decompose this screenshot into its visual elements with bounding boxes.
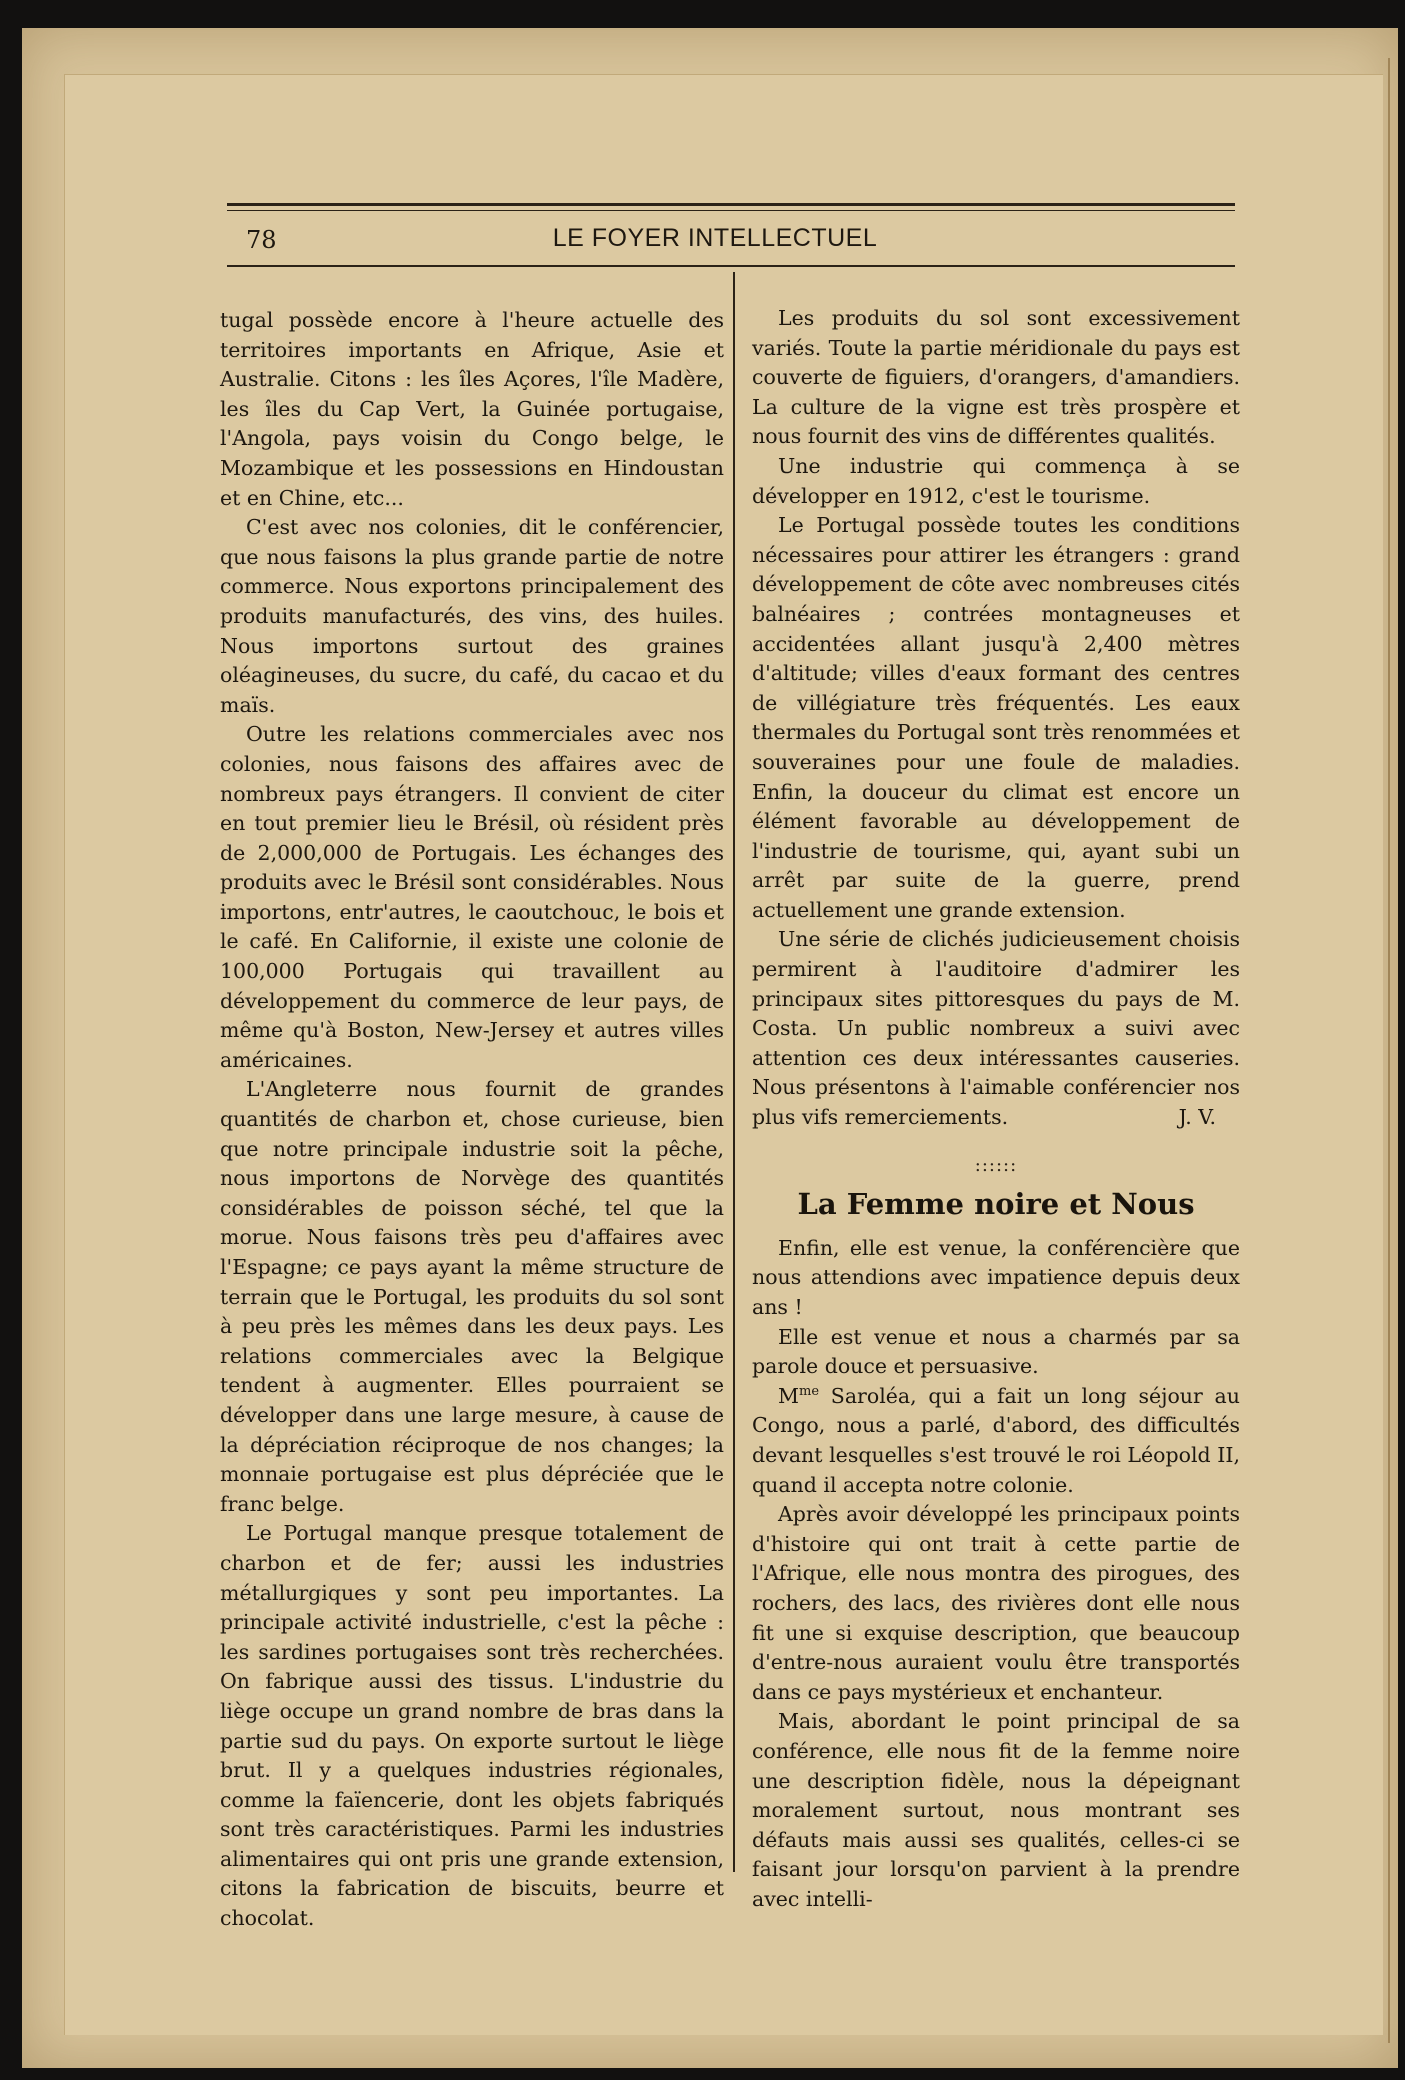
- paragraph: Les produits du sol sont excessivement variés. Toute la partie méridionale du pays est couverte de figuiers, d'orangers, d'amandiers. La culture de la vigne est très prospère et nous fournit des vins de différentes qualités.: [752, 306, 1240, 449]
- paragraph: tugal possède encore à l'heure actuelle des territoires importants en Afrique, Asie et Australie. Citons : les îles Açores, l'île Madère, les îles du Cap Vert, la Guinée portugaise, l'Angola, pays voisin du Congo belge, le Mozambique et les possessions en Hindoustan et en Chine, etc...: [220, 308, 724, 510]
- section-ornament: ::::::: [974, 1154, 1018, 1176]
- left-column: [220, 306, 724, 1934]
- paragraph-with-signature: [752, 925, 1240, 1132]
- paragraph: Une industrie qui commença à se développer en 1912, c'est le tourisme.: [752, 453, 1240, 508]
- paragraph: [752, 1382, 1240, 1500]
- signature: J. V.: [1178, 1105, 1216, 1130]
- paragraph-text: Saroléa, qui a fait un long séjour au Congo, nous a parlé, d'abord, des difficultés devant lesquelles s'est trouvé le roi Léopold II, quand il accepta notre colonie.: [752, 1383, 1240, 1497]
- right-column: [752, 304, 1240, 1914]
- running-title: LE FOYER INTELLECTUEL: [552, 224, 878, 252]
- paragraph: Elle est venue et nous a charmés par sa parole douce et persuasive.: [752, 1324, 1240, 1379]
- header-rule: [227, 265, 1235, 267]
- paragraph: Outre les relations commerciales avec nos colonies, nous faisons des affaires avec de nombreux pays étrangers. Il convient de citer en tout premier lieu le Brésil, où résident près de 2,000,000 de Portugais. Les échanges des produits avec le Brésil sont considérables. Nous importons, entr'autres, le caoutchouc, le bois et le café. En Californie, il existe une colonie de 100,000 Portugais qui travaillent au développement du commerce de leur pays, de même qu'à Boston, New-Jersey et autres villes américaines.: [220, 722, 724, 1072]
- paragraph: Mais, abordant le point principal de sa conférence, elle nous fit de la femme noire une description fidèle, nous la dépeignant moralement surtout, nous montrant ses défauts mais aussi ses qualités, celles-ci se faisant jour lorsqu'on parvient à la prendre avec intelli-: [752, 1709, 1240, 1911]
- paragraph: Le Portugal manque presque totalement de charbon et de fer; aussi les industries métallurgiques y sont peu importantes. La principale activité industrielle, c'est la pêche : les sardines portugaises sont très recherchées. On fabrique aussi des tissus. L'industrie du liège occupe un grand nombre de bras dans la partie sud du pays. On exporte surtout le liège brut. Il y a quelques industries régionales, comme la faïencerie, dont les objets fabriqués sont très caractéristiques. Parmi les industries alimentaires qui ont pris une grande extension, citons la fabrication de biscuits, beurre et chocolat.: [220, 1521, 724, 1931]
- header-double-rule: [227, 203, 1235, 211]
- paragraph: Enfin, elle est venue, la conférencière que nous attendions avec impatience depuis deux ans !: [752, 1235, 1240, 1319]
- paragraph: L'Angleterre nous fournit de grandes quantités de charbon et, chose curieuse, bien que notre principale industrie soit la pêche, nous importons de Norvège des quantités considérables de poisson séché, tel que la morue. Nous faisons très peu d'affaires avec l'Espagne; ce pays ayant la même structure de terrain que le Portugal, les produits du sol sont à peu près les mêmes dans les deux pays. Les relations commerciales avec la Belgique tendent à augmenter. Elles pourraient se développer dans une large mesure, à cause de la dépréciation réciproque de nos changes; la monnaie portugaise est plus dépréciée que le franc belge.: [220, 1077, 724, 1516]
- honorific: M: [778, 1383, 799, 1408]
- article-title: La Femme noire et Nous: [797, 1187, 1195, 1222]
- article-body: [752, 1234, 1240, 1915]
- paragraph: Le Portugal possède toutes les conditions nécessaires pour attirer les étrangers : grand développement de côte avec nombreuses cités balnéaires ; contrées montagneuses et accidentées allant jusqu'à 2,400 mètres d'altitude; villes d'eaux formant des centres de villégiature très fréquentés. Les eaux thermales du Portugal sont très renommées et souveraines pour une foule de maladies. Enfin, la douceur du climat est encore un élément favorable au développement de l'industrie de tourisme, qui, ayant subi un arrêt par suite de la guerre, prend actuellement une grande extension.: [752, 513, 1240, 922]
- paragraph: C'est avec nos colonies, dit le conférencier, que nous faisons la plus grande partie de notre commerce. Nous exportons principalement des produits manufacturés, des vins, des huiles. Nous importons surtout des graines oléagineuses, du sucre, du café, du cacao et du maïs.: [220, 515, 724, 717]
- column-divider: [733, 272, 735, 1872]
- page-number: 78: [246, 226, 277, 254]
- honorific-superscript: me: [799, 1383, 820, 1399]
- page-edge: [1388, 58, 1390, 2043]
- paragraph-text: Une série de clichés judicieusement choisis permirent à l'auditoire d'admirer les principaux sites pittoresques du pays de M. Costa. Un public nombreux a suivi avec attention ces deux intéressantes causeries. Nous présentons à l'aimable conférencier nos plus vifs remerciements.: [752, 927, 1240, 1130]
- paragraph: Après avoir développé les principaux points d'histoire qui ont trait à cette partie de l'Afrique, elle nous montra des pirogues, des rochers, des lacs, des rivières dont elle nous fit une si exquise description, que beaucoup d'entre-nous auraient voulu être transportés dans ce pays mystérieux et enchanteur.: [752, 1502, 1240, 1704]
